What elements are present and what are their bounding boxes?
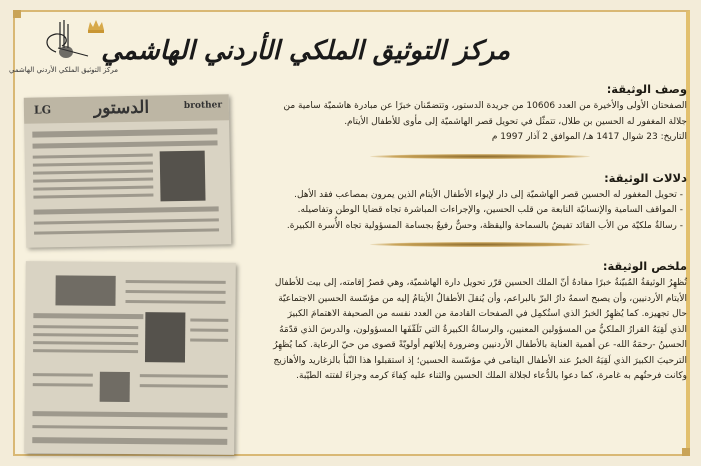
frame-corner — [682, 448, 690, 456]
royal-tughra-logo-icon — [36, 14, 106, 64]
section-divider — [370, 242, 590, 247]
significance-heading: دلالات الوثيقة: — [604, 170, 687, 185]
document-details — [272, 82, 687, 385]
list-item: - تحويل المغفور له الحسين قصر الهاشميّة إلى دار لإيواء الأطفال الأيتام الذين يمرون بمصاعب فقد الأهل. — [294, 189, 683, 200]
newspaper-back-page — [24, 261, 236, 455]
newspaper-masthead: الدستور — [93, 97, 150, 119]
section-divider — [370, 154, 590, 159]
description-section — [272, 82, 687, 146]
ad-logo: brother — [183, 100, 223, 112]
summary-heading: ملخص الوثيقة: — [602, 259, 687, 273]
list-item: - المواقف السامية والإنسانيّة النابعة من قلب الحسين، والإجراءات المباشرة تجاه قضايا الوطن وتفاصيله. — [297, 205, 683, 215]
summary-section — [272, 259, 687, 385]
list-item: - رسالةٌ ملكيّة من الأب القائد تفيضُ بالسماحة واليقظة، وحسٌّ رفيعٌ بجسامة المسؤولية تجاه الأُسرة الكبيرة. — [286, 220, 683, 231]
significance-section — [272, 171, 687, 235]
newspaper-front-page — [24, 94, 232, 248]
document-date: التاريخ: 23 شوال 1417 هـ/ الموافق 2 آذار 1997 م — [491, 132, 687, 142]
ad-logo: LG — [33, 103, 52, 117]
significance-list — [272, 188, 687, 235]
description-heading: وصف الوثيقة: — [606, 82, 687, 96]
summary-text: تُظهِرُ الوثيقةُ المُبيّنةُ خبرًا مفادهُ أنّ الملك الحسين قرّر تحويل دارة الهاشميّة، وهي قصرُ إقامته، إلى بيت للأطفال الأيتام الأردنيين، وأن يصبح اسمهُ دارُ البرّ بالبراعم، وأن يُنقلَ الأطفالُ الأيتامُ إليه من مؤسّسة الحسين الاجتماعيّة حال تجهيزه. كما يُظهِرُ الخبرُ الذي استُكمِل في الصفحات القادمة من العدد نفسه من الصحيفة الاهتمامَ الكبيرَ الذي لَقِيَهُ القرارُ الملكيُّ من المسؤولين المعنيين، والرسالةُ الكبيرةُ التي تَلَقّفَها المسؤولون، والدرسَ الذي قدّمَهُ الحسينُ -رحمَهُ الله- عن أهمية العناية بالأطفال الأردنيين وضرورة إيلائهم أولويّةً قصوى من حيّ الرعاية. كما يُظهِرُ الترحيبَ الكبيرَ الذي لَقِيَهُ الخبرُ عند الأطفال اليتامى في مؤسّسة الحسين؛ إذ استقبلوا هذا النّبأ بالزغاريد والأهازيج وكانت فرحتُهم به غامرة، كما دعوا بالدُّعاء لجلالة الملك الحسين والثناء عليه كِفاءَ كرمه وجزاءَ لفتته الطيّبة. — [273, 278, 687, 381]
frame-corner — [13, 10, 21, 18]
description-text: الصفحتان الأولى والأخيرة من العدد 10606 من جريدة الدستور، وتتضمّنان خبرًا عن مبادرة هاشميّة سامية من جلالة المغفور له الحسين بن طلال، تتمثّل في تحويل قصر الهاشميّة إلى مأوى للأطفال الأيتام. — [283, 101, 687, 127]
logo-caption: مركز التوثيق الملكي الأردني الهاشمي — [9, 66, 118, 74]
page-title: مركز التوثيق الملكي الأردني الهاشمي — [101, 36, 510, 66]
crown-icon — [88, 20, 104, 33]
